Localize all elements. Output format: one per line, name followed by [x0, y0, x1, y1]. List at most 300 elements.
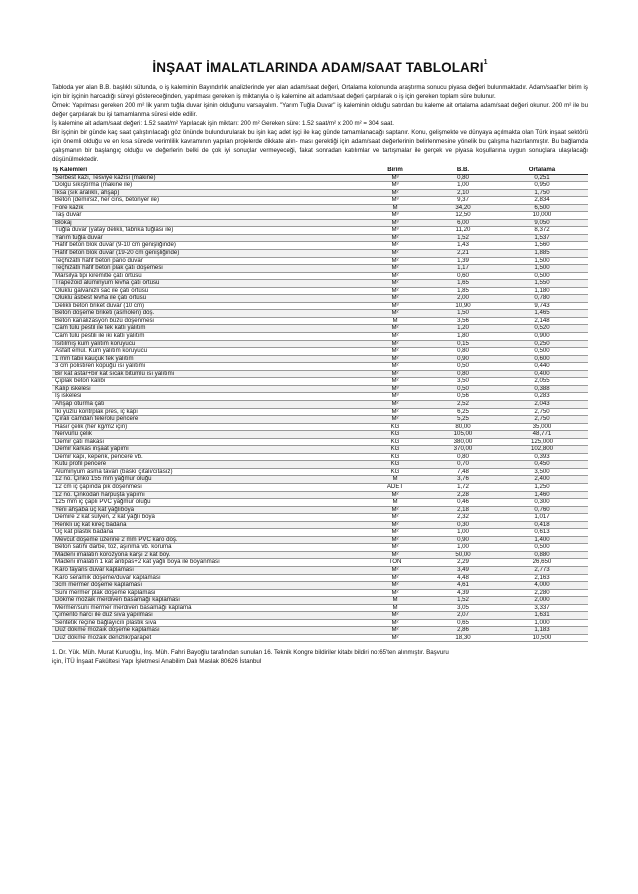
- average-value-cell: 2,750: [496, 416, 588, 424]
- work-item-cell: Asfalt emül. Kum yalıtım koruyucu: [52, 348, 360, 356]
- table-row: [52, 416, 588, 424]
- average-value-cell: 2,000: [496, 597, 588, 605]
- table-row: [52, 619, 588, 627]
- work-item-cell: Oluklu galvanizli sac ile çatı örtüsü: [52, 287, 360, 295]
- bb-value-cell: 4,61: [430, 582, 496, 590]
- bb-value-cell: 3,50: [430, 378, 496, 386]
- work-item-cell: Tuğla duvar (yatay delikli, fabrika tuğlası ile): [52, 227, 360, 235]
- bb-value-cell: 1,00: [430, 529, 496, 537]
- work-item-cell: İksa (sık aralıklı, ahşap): [52, 189, 360, 197]
- bb-value-cell: 2,52: [430, 400, 496, 408]
- average-value-cell: 1,750: [496, 189, 588, 197]
- bb-value-cell: 1,39: [430, 257, 496, 265]
- footnote-line: için, İTÜ İnşaat Fakültesi Yapı İşletmesi Anabilim Dalı Maslak 80626 İstanbul: [52, 658, 262, 666]
- unit-cell: M²: [360, 340, 430, 348]
- average-value-cell: 0,500: [496, 544, 588, 552]
- bb-value-cell: 1,80: [430, 333, 496, 341]
- unit-cell: M²: [360, 310, 430, 318]
- table-body: [52, 174, 588, 642]
- bb-value-cell: 1,65: [430, 280, 496, 288]
- average-value-cell: 1,631: [496, 612, 588, 620]
- unit-cell: KG: [360, 423, 430, 431]
- table-row: [52, 627, 588, 635]
- work-item-cell: Mermer/suni mermer merdiven basamağı kaplama: [52, 604, 360, 612]
- work-item-cell: Yeni ahşaba üç kat yağlıboya: [52, 506, 360, 514]
- table-row: [52, 302, 588, 310]
- bb-value-cell: 18,30: [430, 634, 496, 642]
- work-item-cell: Beton satıhı darbe, toz, aşınma vb. koruma: [52, 544, 360, 552]
- bb-value-cell: 0,65: [430, 619, 496, 627]
- unit-cell: M³: [360, 182, 430, 190]
- table-row: [52, 589, 588, 597]
- table-row: [52, 310, 588, 318]
- footnote: [52, 648, 588, 666]
- unit-cell: M²: [360, 536, 430, 544]
- unit-cell: M²: [360, 634, 430, 642]
- bb-value-cell: 1,52: [430, 234, 496, 242]
- bb-value-cell: 2,86: [430, 627, 496, 635]
- average-value-cell: 1,000: [496, 619, 588, 627]
- bb-value-cell: 0,50: [430, 385, 496, 393]
- unit-cell: M³: [360, 212, 430, 220]
- average-value-cell: 0,600: [496, 355, 588, 363]
- work-item-cell: Ahşap oturma çatı: [52, 400, 360, 408]
- average-value-cell: 2,400: [496, 476, 588, 484]
- table-row: [52, 227, 588, 235]
- average-value-cell: 0,388: [496, 385, 588, 393]
- table-row: [52, 604, 588, 612]
- table-row: [52, 551, 588, 559]
- work-item-cell: Delikli beton briket duvar (10 cm): [52, 302, 360, 310]
- unit-cell: M²: [360, 400, 430, 408]
- bb-value-cell: 0,90: [430, 536, 496, 544]
- bb-value-cell: 1,50: [430, 310, 496, 318]
- unit-cell: TON: [360, 559, 430, 567]
- average-value-cell: 2,280: [496, 589, 588, 597]
- title-text: İNŞAAT İMALATLARINDA ADAM/SAAT TABLOLARI: [152, 60, 484, 75]
- bb-value-cell: 5,25: [430, 416, 496, 424]
- table-row: [52, 566, 588, 574]
- table-row: [52, 242, 588, 250]
- work-item-cell: İki yüzlü kontrplak pres, iç kapı: [52, 408, 360, 416]
- work-item-cell: Demire 2 kat sülyen, 2 kat yağlı boya: [52, 514, 360, 522]
- average-value-cell: 3,337: [496, 604, 588, 612]
- work-item-cell: Hafif beton blok duvar (19-20 cm genişliğinde): [52, 250, 360, 258]
- work-item-cell: Teçhizatlı hafif beton plak çatı döşemesi: [52, 265, 360, 273]
- column-header-bb: B.B.: [430, 167, 496, 174]
- unit-cell: M²: [360, 521, 430, 529]
- bb-value-cell: 1,00: [430, 182, 496, 190]
- work-item-cell: İş iskelesi: [52, 393, 360, 401]
- unit-cell: M²: [360, 348, 430, 356]
- table-row: [52, 408, 588, 416]
- work-item-cell: Kutu profil pencere: [52, 461, 360, 469]
- unit-cell: M²: [360, 627, 430, 635]
- intro-paragraph: Örnek: Yapılması gereken 200 m² lik yarım tuğla duvar işinin olduğunu varsayalım. "Yarım Tuğla Duvar" iş kaleminin olduğu satırdan bu kaleme ait ortalama adam/saat değeri okunur. 200 m² ile bu değer çarpılarak bu işi tamamlanma süresi elde edilir.: [52, 102, 588, 118]
- bb-value-cell: 0,80: [430, 370, 496, 378]
- column-header-unit: Birim: [360, 167, 430, 174]
- average-value-cell: 0,418: [496, 521, 588, 529]
- unit-cell: M²: [360, 272, 430, 280]
- work-item-cell: Yarım tuğla duvar: [52, 234, 360, 242]
- bb-value-cell: 7,48: [430, 468, 496, 476]
- bb-value-cell: 4,39: [430, 589, 496, 597]
- bb-value-cell: 12,50: [430, 212, 496, 220]
- unit-cell: M²: [360, 416, 430, 424]
- unit-cell: M²: [360, 619, 430, 627]
- table-row: [52, 370, 588, 378]
- table-row: [52, 393, 588, 401]
- average-value-cell: 2,773: [496, 566, 588, 574]
- table-row: [52, 378, 588, 386]
- table-row: [52, 423, 588, 431]
- bb-value-cell: 0,80: [430, 348, 496, 356]
- document-title: [52, 60, 588, 75]
- table-row: [52, 182, 588, 190]
- table-row: [52, 491, 588, 499]
- bb-value-cell: 3,56: [430, 317, 496, 325]
- unit-cell: M²: [360, 234, 430, 242]
- work-item-cell: Marsilya tipi kiremitle çatı örtüsü: [52, 272, 360, 280]
- table-row: [52, 204, 588, 212]
- work-item-cell: Hafif beton blok duvar (9-10 cm genişliğinde): [52, 242, 360, 250]
- work-item-cell: Cam tülü pestil ile tek katlı yalıtım: [52, 325, 360, 333]
- unit-cell: M²: [360, 378, 430, 386]
- work-item-cell: Beton (demirsiz, her cins, betonyer ile): [52, 197, 360, 205]
- unit-cell: M²: [360, 325, 430, 333]
- work-item-cell: Blokaj: [52, 219, 360, 227]
- work-item-cell: Dökme mozaik merdiven basamağı kaplaması: [52, 597, 360, 605]
- average-value-cell: 1,465: [496, 310, 588, 318]
- average-value-cell: 1,180: [496, 287, 588, 295]
- average-value-cell: 2,148: [496, 317, 588, 325]
- work-item-cell: 12 no. Çinko 155 mm yağmur oluğu: [52, 476, 360, 484]
- work-item-cell: Cam tülü pestili ile iki katlı yalıtım: [52, 333, 360, 341]
- title-footnote-marker: 1: [483, 59, 488, 66]
- table-row: [52, 597, 588, 605]
- bb-value-cell: 0,60: [430, 272, 496, 280]
- bb-value-cell: 370,00: [430, 446, 496, 454]
- footnote-line: 1. Dr. Yük. Müh. Murat Kuruoğlu, İnş. Müh. Fahri Bayoğlu tarafından sunulan 16. Teknik Kongre bildiriler kitabı bildiri no:65'ten alınmıştır. Başvuru: [52, 649, 449, 657]
- average-value-cell: 0,500: [496, 272, 588, 280]
- unit-cell: M²: [360, 280, 430, 288]
- unit-cell: M³: [360, 174, 430, 182]
- unit-cell: M²: [360, 242, 430, 250]
- work-item-cell: Madeni imalatın 1 kat antipas+2 kat yağlı boya ile boyanması: [52, 559, 360, 567]
- table-row: [52, 431, 588, 439]
- table-row: [52, 219, 588, 227]
- table-row: [52, 363, 588, 371]
- bb-value-cell: 2,18: [430, 506, 496, 514]
- column-header-work-item: İş Kalemleri: [52, 167, 360, 174]
- average-value-cell: 35,000: [496, 423, 588, 431]
- work-item-cell: Çıplak beton kalıbı: [52, 378, 360, 386]
- average-value-cell: 6,500: [496, 204, 588, 212]
- average-value-cell: 0,393: [496, 453, 588, 461]
- work-item-cell: 3 cm polistiren köpüğü ısı yalıtımı: [52, 363, 360, 371]
- work-item-cell: Mevcut döşeme üzerine 2 mm PVC karo döş.: [52, 536, 360, 544]
- average-value-cell: 0,520: [496, 325, 588, 333]
- table-row: [52, 333, 588, 341]
- unit-cell: M²: [360, 333, 430, 341]
- bb-value-cell: 50,00: [430, 551, 496, 559]
- table-row: [52, 265, 588, 273]
- table-row: [52, 612, 588, 620]
- average-value-cell: 0,613: [496, 529, 588, 537]
- average-value-cell: 0,780: [496, 295, 588, 303]
- average-value-cell: 0,400: [496, 370, 588, 378]
- man-hour-table: [52, 167, 588, 642]
- average-value-cell: 8,372: [496, 227, 588, 235]
- unit-cell: M²: [360, 355, 430, 363]
- table-row: [52, 499, 588, 507]
- average-value-cell: 125,000: [496, 438, 588, 446]
- table-row: [52, 461, 588, 469]
- bb-value-cell: 6,00: [430, 219, 496, 227]
- unit-cell: KG: [360, 431, 430, 439]
- table-row: [52, 212, 588, 220]
- intro-text: [52, 83, 588, 164]
- table-row: [52, 506, 588, 514]
- work-item-cell: Çıralı camdan telerolu pencere: [52, 416, 360, 424]
- table-row: [52, 325, 588, 333]
- table-row: [52, 197, 588, 205]
- unit-cell: M²: [360, 295, 430, 303]
- work-item-cell: Demir karkas inşaat yapımı: [52, 446, 360, 454]
- average-value-cell: 0,251: [496, 174, 588, 182]
- bb-value-cell: 3,05: [430, 604, 496, 612]
- average-value-cell: 1,017: [496, 514, 588, 522]
- table-row: [52, 295, 588, 303]
- average-value-cell: 0,500: [496, 348, 588, 356]
- unit-cell: M³: [360, 302, 430, 310]
- intro-paragraph: İş kalemine ait adam/saat değeri: 1.52 saat/m² Yapılacak işin miktarı: 200 m² Gereken süre: 1.52 saat/m² x 200 m² = 304 saat.: [52, 120, 394, 127]
- unit-cell: M³: [360, 197, 430, 205]
- average-value-cell: 0,250: [496, 340, 588, 348]
- table-row: [52, 544, 588, 552]
- table-row: [52, 250, 588, 258]
- intro-paragraph: Tabloda yer alan B.B. başlıklı sütunda, o iş kaleminin Bayındırlık analizlerinde yer alan adam/saat değeri, Ortalama kolonunda araştırma sonucu piyasa değeri bulunmaktadır. Adam/saat'ler birim iş için bir işçinin harcadığı süreyi göstereceğinden, yapılması gereken iş miktarıyla o iş kalemine ait adam/saat değeri çarpılarak o iş için gereken toplam süre bulunur.: [52, 84, 588, 100]
- work-item-cell: Karo seramik döşeme/duvar kaplaması: [52, 574, 360, 582]
- work-item-cell: Düz dökme mozaik denizlik/parapet: [52, 634, 360, 642]
- bb-value-cell: 105,00: [430, 431, 496, 439]
- work-item-cell: Dolgu sıkıştırma (makine ile): [52, 182, 360, 190]
- work-item-cell: Beton kanalizasyon büzü döşenmesi: [52, 317, 360, 325]
- unit-cell: M²: [360, 589, 430, 597]
- table-row: [52, 521, 588, 529]
- work-item-cell: Bir kat astar+bir kat sıcak bitümlü ısı yalıtımı: [52, 370, 360, 378]
- work-item-cell: Karo fayans duvar kaplaması: [52, 566, 360, 574]
- bb-value-cell: 2,21: [430, 250, 496, 258]
- bb-value-cell: 0,90: [430, 355, 496, 363]
- bb-value-cell: 3,49: [430, 566, 496, 574]
- table-row: [52, 272, 588, 280]
- average-value-cell: 0,900: [496, 333, 588, 341]
- work-item-cell: 1 mm tabii kauçuk tek yalıtım: [52, 355, 360, 363]
- table-row: [52, 234, 588, 242]
- bb-value-cell: 1,43: [430, 242, 496, 250]
- bb-value-cell: 0,50: [430, 363, 496, 371]
- table-row: [52, 257, 588, 265]
- bb-value-cell: 80,00: [430, 423, 496, 431]
- table-row: [52, 355, 588, 363]
- average-value-cell: 2,834: [496, 197, 588, 205]
- bb-value-cell: 2,29: [430, 559, 496, 567]
- work-item-cell: Trapezoid alüminyum levha çatı örtüsü: [52, 280, 360, 288]
- average-value-cell: 10,500: [496, 634, 588, 642]
- unit-cell: KG: [360, 468, 430, 476]
- average-value-cell: 9,050: [496, 219, 588, 227]
- average-value-cell: 1,250: [496, 483, 588, 491]
- table-row: [52, 536, 588, 544]
- work-item-cell: Suni mermer plak döşeme kaplaması: [52, 589, 360, 597]
- average-value-cell: 1,460: [496, 491, 588, 499]
- unit-cell: M: [360, 604, 430, 612]
- unit-cell: KG: [360, 461, 430, 469]
- average-value-cell: 1,550: [496, 280, 588, 288]
- unit-cell: KG: [360, 446, 430, 454]
- work-item-cell: 125 mm iç çaplı PVC yağmur oluğu: [52, 499, 360, 507]
- bb-value-cell: 1,17: [430, 265, 496, 273]
- bb-value-cell: 1,00: [430, 544, 496, 552]
- average-value-cell: 1,500: [496, 257, 588, 265]
- work-item-cell: Beton döşeme briketi (asmolen) döş.: [52, 310, 360, 318]
- work-item-cell: Üç kat plastik badana: [52, 529, 360, 537]
- bb-value-cell: 2,07: [430, 612, 496, 620]
- average-value-cell: 1,885: [496, 250, 588, 258]
- unit-cell: M²: [360, 363, 430, 371]
- average-value-cell: 2,750: [496, 408, 588, 416]
- unit-cell: M²: [360, 566, 430, 574]
- table-row: [52, 574, 588, 582]
- work-item-cell: Fore kazık: [52, 204, 360, 212]
- work-item-cell: Madeni imalatın korozyona karşı 2 kat boy.: [52, 551, 360, 559]
- bb-value-cell: 0,80: [430, 174, 496, 182]
- unit-cell: M²: [360, 250, 430, 258]
- work-item-cell: Kalıp iskelesi: [52, 385, 360, 393]
- average-value-cell: 102,800: [496, 446, 588, 454]
- unit-cell: M: [360, 317, 430, 325]
- work-item-cell: Düz dökme mozaik döşeme kaplaması: [52, 627, 360, 635]
- average-value-cell: 4,000: [496, 582, 588, 590]
- work-item-cell: Isıtılmış kum yalıtım koruyucu: [52, 340, 360, 348]
- unit-cell: M: [360, 476, 430, 484]
- table-header-row: [52, 167, 588, 174]
- bb-value-cell: 0,30: [430, 521, 496, 529]
- unit-cell: M³: [360, 227, 430, 235]
- work-item-cell: 3cm mermer döşeme kaplaması: [52, 582, 360, 590]
- bb-value-cell: 0,15: [430, 340, 496, 348]
- bb-value-cell: 1,72: [430, 483, 496, 491]
- table-row: [52, 582, 588, 590]
- unit-cell: M: [360, 597, 430, 605]
- unit-cell: ADET: [360, 483, 430, 491]
- table-row: [52, 476, 588, 484]
- work-item-cell: Teçhizatlı hafif beton pano duvar: [52, 257, 360, 265]
- unit-cell: KG: [360, 438, 430, 446]
- work-item-cell: Serbest kazı, Tesviye kazısı (makine): [52, 174, 360, 182]
- unit-cell: M²: [360, 189, 430, 197]
- unit-cell: M³: [360, 385, 430, 393]
- bb-value-cell: 1,52: [430, 597, 496, 605]
- average-value-cell: 1,183: [496, 627, 588, 635]
- bb-value-cell: 0,70: [430, 461, 496, 469]
- bb-value-cell: 4,48: [430, 574, 496, 582]
- table-row: [52, 287, 588, 295]
- table-row: [52, 317, 588, 325]
- unit-cell: M³: [360, 393, 430, 401]
- table-row: [52, 634, 588, 642]
- average-value-cell: 9,743: [496, 302, 588, 310]
- work-item-cell: Oluklu asbest levha ile çatı örtüsü: [52, 295, 360, 303]
- average-value-cell: 0,950: [496, 182, 588, 190]
- bb-value-cell: 2,00: [430, 295, 496, 303]
- unit-cell: M²: [360, 265, 430, 273]
- work-item-cell: Nervürlü çelik: [52, 431, 360, 439]
- unit-cell: M²: [360, 287, 430, 295]
- bb-value-cell: 2,10: [430, 189, 496, 197]
- average-value-cell: 1,400: [496, 536, 588, 544]
- work-item-cell: 12 cm iç çapında pik döşenmesi: [52, 483, 360, 491]
- average-value-cell: 0,880: [496, 551, 588, 559]
- table-row: [52, 348, 588, 356]
- bb-value-cell: 0,46: [430, 499, 496, 507]
- bb-value-cell: 34,20: [430, 204, 496, 212]
- bb-value-cell: 0,56: [430, 393, 496, 401]
- table-row: [52, 174, 588, 182]
- table-row: [52, 400, 588, 408]
- average-value-cell: 26,650: [496, 559, 588, 567]
- unit-cell: M²: [360, 257, 430, 265]
- average-value-cell: 1,560: [496, 242, 588, 250]
- table-row: [52, 483, 588, 491]
- bb-value-cell: 10,90: [430, 302, 496, 310]
- table-row: [52, 189, 588, 197]
- work-item-cell: Sentetik reçine bağlayıcılı plastik sıva: [52, 619, 360, 627]
- bb-value-cell: 1,20: [430, 325, 496, 333]
- table-row: [52, 514, 588, 522]
- unit-cell: M: [360, 499, 430, 507]
- bb-value-cell: 0,80: [430, 453, 496, 461]
- unit-cell: M²: [360, 529, 430, 537]
- average-value-cell: 2,043: [496, 400, 588, 408]
- bb-value-cell: 6,25: [430, 408, 496, 416]
- unit-cell: M: [360, 204, 430, 212]
- average-value-cell: 0,450: [496, 461, 588, 469]
- unit-cell: M²: [360, 506, 430, 514]
- work-item-cell: Demir kapı, kepenk, pencere vb.: [52, 453, 360, 461]
- average-value-cell: 1,537: [496, 234, 588, 242]
- table-row: [52, 340, 588, 348]
- average-value-cell: 0,760: [496, 506, 588, 514]
- average-value-cell: 1,500: [496, 265, 588, 273]
- unit-cell: M²: [360, 544, 430, 552]
- average-value-cell: 0,300: [496, 499, 588, 507]
- unit-cell: M²: [360, 514, 430, 522]
- work-item-cell: Renkli üç kat kireç badana: [52, 521, 360, 529]
- unit-cell: M²: [360, 370, 430, 378]
- work-item-cell: 12 no. Çinkodan harpuşta yapımı: [52, 491, 360, 499]
- table-row: [52, 559, 588, 567]
- unit-cell: M²: [360, 574, 430, 582]
- intro-paragraph: Bir işçinin bir günde kaç saat çalıştırılacağı göz önünde bulundurularak bu işin kaç adet işçi ile kaç günde tamamlanacağı saptanır. Konu, gelişmekte ve dünyaya açılmakta olan Türk inşaat sektörü için önemli olduğu ve en kısa sürede verimlilik kavramının yapılan projelerde dikkate alın- ması gerektiği için adam/saat değerlerinin belirlenmesine yönelik bu çalışma hazırlanmıştır. Bu bağlamda çalışmanın bir başlangıç olduğu ve değerlerin belki de çok iyi sonuçlar vermeyeceği, fakat sonradan katılımlar ve tartışmalar ile gerçek ve piyasa koşullarına uygun sonuçlara ulaşılacağı düşünülmektedir.: [52, 129, 588, 163]
- work-item-cell: Hasır çelik (her kg/m2 için): [52, 423, 360, 431]
- bb-value-cell: 11,20: [430, 227, 496, 235]
- bb-value-cell: 3,76: [430, 476, 496, 484]
- table-row: [52, 385, 588, 393]
- work-item-cell: Demir çatı makası: [52, 438, 360, 446]
- work-item-cell: Alüminyum asma tavan (baskı çıtalı/cıtasız): [52, 468, 360, 476]
